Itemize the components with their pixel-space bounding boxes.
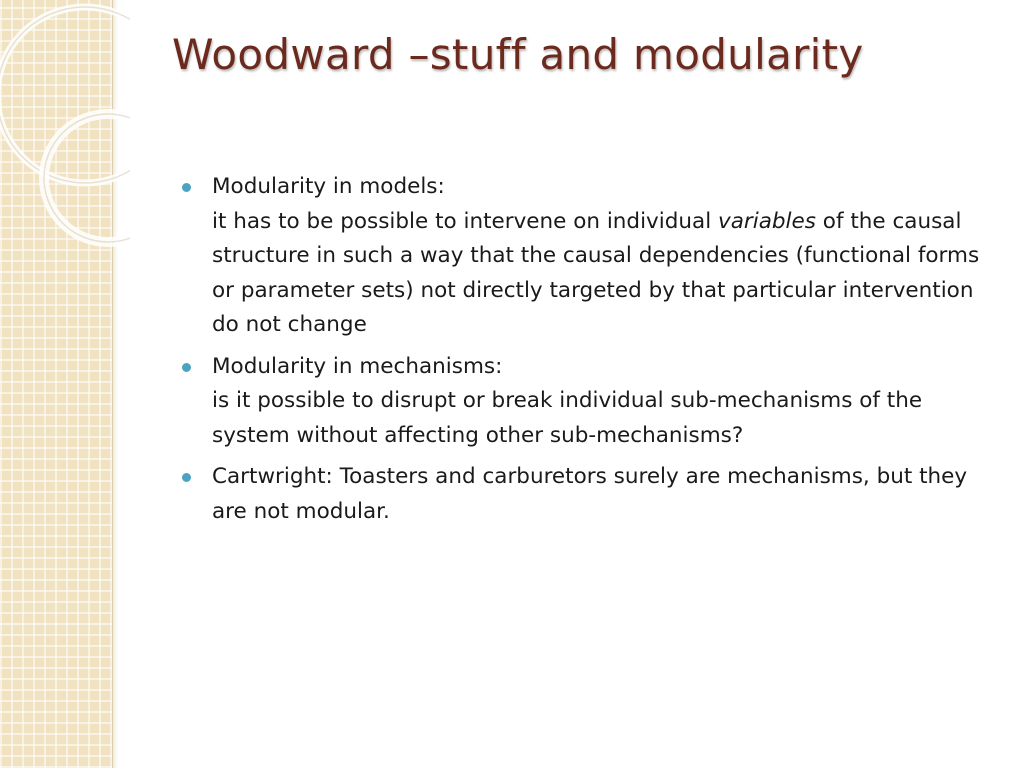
decorative-rings [0,0,130,260]
bullet-body: is it possible to disrupt or break individual sub-mechanisms of the system without affecting other sub-mechanisms? [212,388,923,448]
bullet-dot-icon [182,363,191,372]
slide-title: Woodward –stuff and modularity [172,30,864,79]
bullet-heading: Modularity in models: [212,174,445,199]
bullet-body [212,205,982,343]
bullet-body-text: it has to be possible to intervene on individual [212,208,719,234]
bullet-item-modularity-models [182,170,982,343]
bullet-dot-icon [182,183,191,192]
bullet-item-cartwright [182,460,982,529]
bullet-body-text-continued: of the causal structure in such a way that the causal dependencies (functional forms or parameter sets) not directly targeted by that particular intervention do not change [212,208,980,337]
ring-top [0,7,130,183]
bullet-heading: Modularity in mechanisms: [212,353,503,379]
bullet-body-emphasis: variables [718,208,816,234]
bullet-body: Cartwright: Toasters and carburetors surely are mechanisms, but they are not modular. [212,464,968,524]
bullet-list [182,170,982,536]
bullet-dot-icon [182,473,191,482]
bullet-item-modularity-mechanisms [182,350,982,454]
